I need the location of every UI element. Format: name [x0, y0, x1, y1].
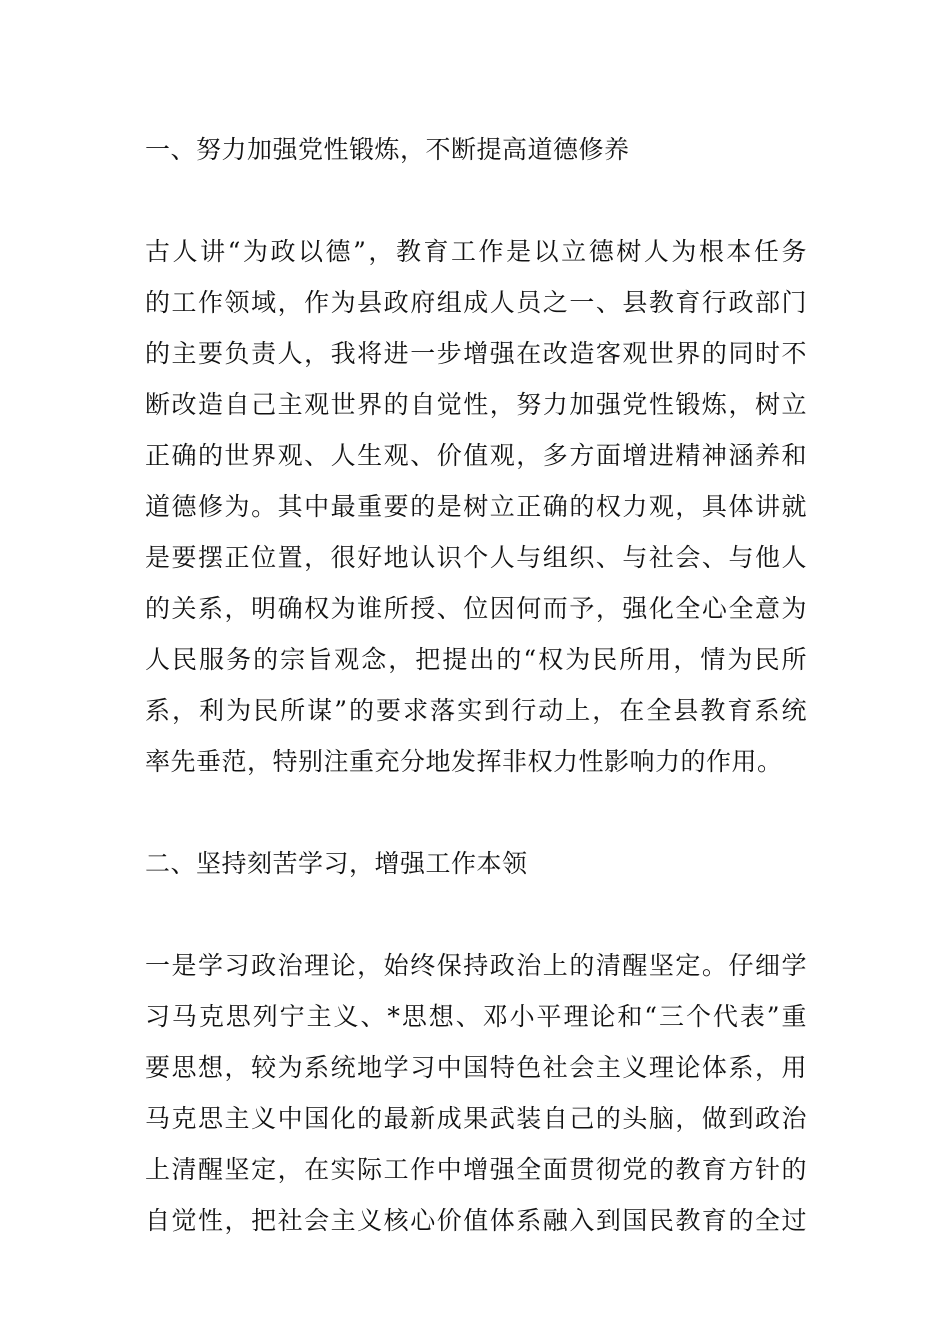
paragraph-line: 正确的世界观、人生观、价值观，多方面增进精神涵养和: [145, 441, 807, 470]
paragraph-line: 断改造自己主观世界的自觉性，努力加强党性锻炼，树立: [145, 390, 807, 419]
section-1-paragraph: [145, 226, 807, 787]
section-2-paragraph: [145, 940, 807, 1246]
paragraph-line: 习马克思列宁主义、*思想、邓小平理论和“三个代表”重: [145, 1002, 807, 1031]
paragraph-line: 道德修为。其中最重要的是树立正确的权力观，具体讲就: [145, 492, 807, 521]
paragraph-line: 的主要负责人，我将进一步增强在改造客观世界的同时不: [145, 339, 807, 368]
document-body: [145, 124, 807, 1297]
paragraph-line: 自觉性，把社会主义核心价值体系融入到国民教育的全过: [145, 1206, 807, 1235]
paragraph-line: 要思想，较为系统地学习中国特色社会主义理论体系，用: [145, 1053, 807, 1082]
section-2-heading: 二、坚持刻苦学习，增强工作本领: [145, 849, 528, 878]
paragraph-line: 上清醒坚定，在实际工作中增强全面贯彻党的教育方针的: [145, 1155, 807, 1184]
paragraph-line: 率先垂范，特别注重充分地发挥非权力性影响力的作用。: [145, 747, 783, 776]
paragraph-line: 马克思主义中国化的最新成果武装自己的头脑，做到政治: [145, 1104, 807, 1133]
paragraph-line: 系，利为民所谋”的要求落实到行动上，在全县教育系统: [145, 696, 807, 725]
paragraph-line: 人民服务的宗旨观念，把提出的“权为民所用，情为民所: [145, 645, 807, 674]
section-1-heading: 一、努力加强党性锻炼，不断提高道德修养: [145, 135, 630, 164]
paragraph-line: 一是学习政治理论，始终保持政治上的清醒坚定。仔细学: [145, 951, 807, 980]
paragraph-line: 的工作领域，作为县政府组成人员之一、县教育行政部门: [145, 288, 807, 317]
paragraph-line: 古人讲“为政以德”，教育工作是以立德树人为根本任务: [145, 237, 807, 266]
paragraph-line: 的关系，明确权为谁所授、位因何而予，强化全心全意为: [145, 594, 807, 623]
paragraph-line: 是要摆正位置，很好地认识个人与组织、与社会、与他人: [145, 543, 807, 572]
